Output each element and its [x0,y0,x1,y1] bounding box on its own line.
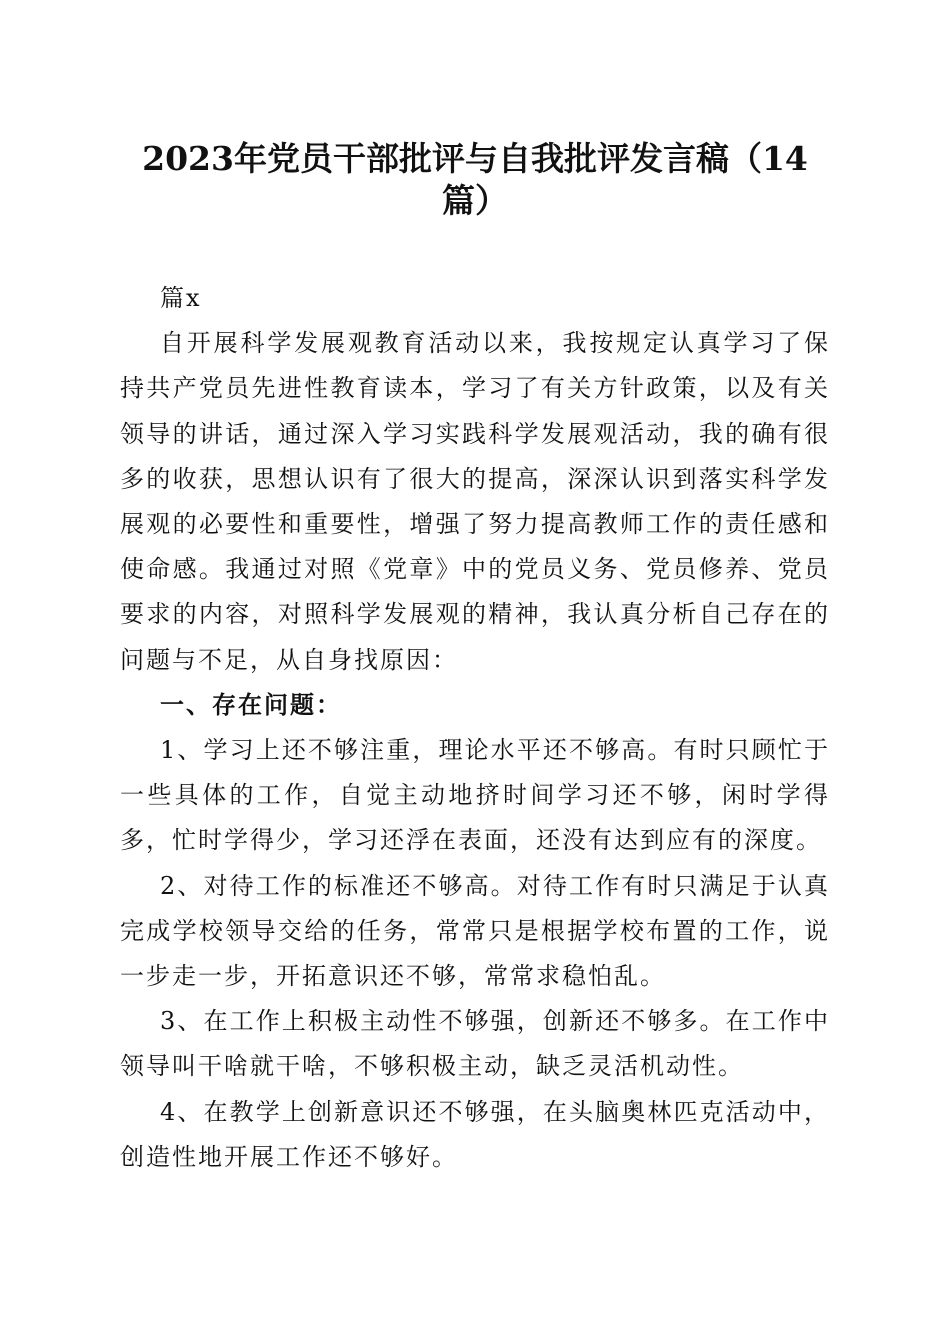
document-body [120,276,830,1180]
title-line-1: 2023年党员干部批评与自我批评发言稿（14 [142,139,808,178]
section-label: 篇x [160,284,202,312]
issue-paragraph-3: 3、在工作上积极主动性不够强，创新还不够多。在工作中领导叫干啥就干啥，不够积极主动，缺乏灵活机动性。 [120,1007,830,1081]
intro-paragraph: 自开展科学发展观教育活动以来，我按规定认真学习了保持共产党员先进性教育读本，学习了有关方针政策，以及有关领导的讲话，通过深入学习实践科学发展观活动，我的确有很多的收获，思想认识有了很大的提高，深深认识到落实科学发展观的必要性和重要性，增强了努力提高教师工作的责任感和使命感。我通过对照《党章》中的党员义务、党员修养、党员要求的内容，对照科学发展观的精神，我认真分析自己存在的问题与不足，从自身找原因： [120,329,830,674]
issue-paragraph-2: 2、对待工作的标准还不够高。对待工作有时只满足于认真完成学校领导交给的任务，常常只是根据学校布置的工作，说一步走一步，开拓意识还不够，常常求稳怕乱。 [120,871,830,991]
document-title [120,138,830,222]
issue-paragraph-4: 4、在教学上创新意识还不够强，在头脑奥林匹克活动中，创造性地开展工作还不够好。 [120,1097,830,1171]
section-heading: 一、存在问题： [160,690,342,719]
title-line-2: 篇） [442,181,508,220]
issue-paragraph-1: 1、学习上还不够注重，理论水平还不够高。有时只顾忙于一些具体的工作，自觉主动地挤时间学习还不够，闲时学得多，忙时学得少，学习还浮在表面，还没有达到应有的深度。 [120,736,830,855]
